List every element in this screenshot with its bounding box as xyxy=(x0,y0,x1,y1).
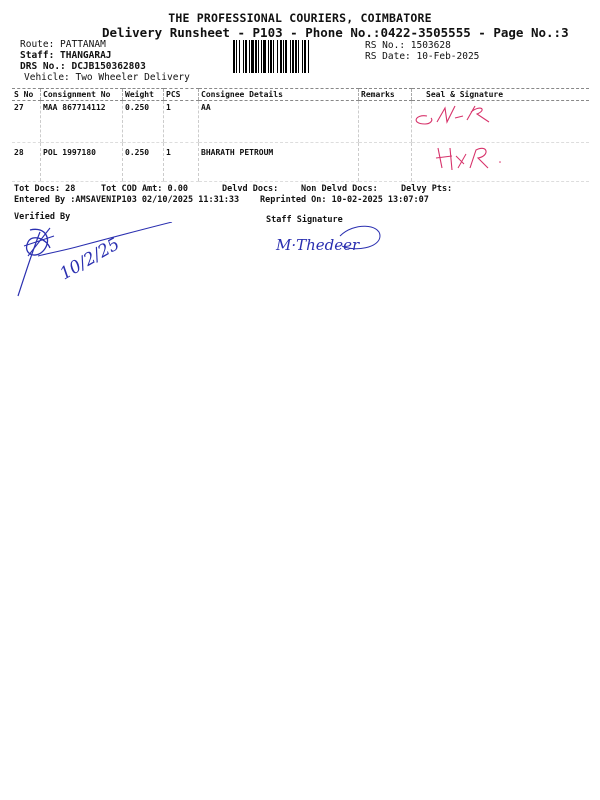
barcode-bar xyxy=(277,40,278,73)
col-sno: S No xyxy=(12,89,41,101)
drs-number: DRS No.: DCJB150362803 xyxy=(20,61,146,72)
barcode-bar xyxy=(292,40,294,73)
cell-weight: 0.250 xyxy=(123,143,164,182)
cell-consignee: BHARATH PETROUM xyxy=(199,143,359,182)
barcode-bar xyxy=(285,40,287,73)
rs-date: RS Date: 10-Feb-2025 xyxy=(365,51,480,62)
barcode-bar xyxy=(239,40,240,73)
cell-seal xyxy=(412,101,590,143)
reprinted-on: Reprinted On: 10-02-2025 13:07:07 xyxy=(260,195,429,205)
barcode-bar xyxy=(290,40,291,73)
runsheet-title: Delivery Runsheet - P103 - Phone No.:0422-3505555 - Page No.:3 xyxy=(102,25,569,40)
barcode-bar xyxy=(268,40,269,73)
col-weight: Weight xyxy=(123,89,164,101)
col-consignee: Consignee Details xyxy=(199,89,359,101)
staff-signature xyxy=(270,222,395,262)
staff-signature-text: M·Thedeer xyxy=(276,236,360,254)
col-remarks: Remarks xyxy=(359,89,412,101)
barcode-bar xyxy=(308,40,309,73)
cell-weight: 0.250 xyxy=(123,101,164,143)
barcode-bar xyxy=(251,40,254,73)
verified-date: 10/2/25 xyxy=(56,234,124,285)
barcode-bar xyxy=(304,40,306,73)
barcode-bar xyxy=(298,40,299,73)
table-row xyxy=(12,143,589,182)
barcode-bar xyxy=(233,40,235,73)
barcode-bar xyxy=(255,40,257,73)
rs-number: RS No.: 1503628 xyxy=(365,40,451,51)
total-cod: Tot COD Amt: 0.00 xyxy=(101,184,188,194)
entered-by: Entered By :AMSAVENIP103 02/10/2025 11:31:33 xyxy=(14,195,240,205)
cell-consignee: AA xyxy=(199,101,359,143)
barcode-bar xyxy=(258,40,259,73)
col-seal: Seal & Signature xyxy=(412,89,590,101)
barcode-bar xyxy=(302,40,303,73)
total-docs: Tot Docs: 28 xyxy=(14,184,76,194)
verified-signature xyxy=(10,222,180,302)
vehicle-label: Vehicle: Two Wheeler Delivery xyxy=(24,72,190,83)
route-label: Route: PATTANAM xyxy=(20,39,106,50)
barcode-bar xyxy=(273,40,274,73)
barcode-bar xyxy=(243,40,244,73)
cell-pcs: 1 xyxy=(164,101,199,143)
cell-consignment: POL 1997180 xyxy=(41,143,123,182)
cell-remarks xyxy=(359,143,412,182)
cell-sno: 28 xyxy=(12,143,41,182)
table-row xyxy=(12,101,589,143)
cell-seal xyxy=(412,143,590,182)
runsheet-table xyxy=(12,88,589,182)
barcode-bar xyxy=(263,40,266,73)
barcode xyxy=(233,40,357,73)
col-consignment: Consignment No xyxy=(41,89,123,101)
barcode-bar xyxy=(283,40,284,73)
barcode-bar xyxy=(261,40,262,73)
staff-signature-label: Staff Signature xyxy=(266,215,343,225)
barcode-bar xyxy=(249,40,250,73)
verified-by-label: Verified By xyxy=(14,212,71,222)
non-delivered-docs: Non Delvd Docs: xyxy=(301,184,378,194)
delivered-docs: Delvd Docs: xyxy=(222,184,279,194)
table-header-row xyxy=(12,89,589,101)
barcode-bar xyxy=(245,40,247,73)
cell-remarks xyxy=(359,101,412,143)
cell-sno: 27 xyxy=(12,101,41,143)
barcode-bar xyxy=(270,40,272,73)
col-pcs: PCS xyxy=(164,89,199,101)
barcode-bar xyxy=(280,40,282,73)
barcode-bar xyxy=(295,40,297,73)
company-title: THE PROFESSIONAL COURIERS, COIMBATORE xyxy=(168,11,432,25)
delivery-points: Delvy Pts: xyxy=(401,184,453,194)
cell-pcs: 1 xyxy=(164,143,199,182)
staff-label: Staff: THANGARAJ xyxy=(20,50,112,61)
barcode-bar xyxy=(236,40,237,73)
cell-consignment: MAA 867714112 xyxy=(41,101,123,143)
